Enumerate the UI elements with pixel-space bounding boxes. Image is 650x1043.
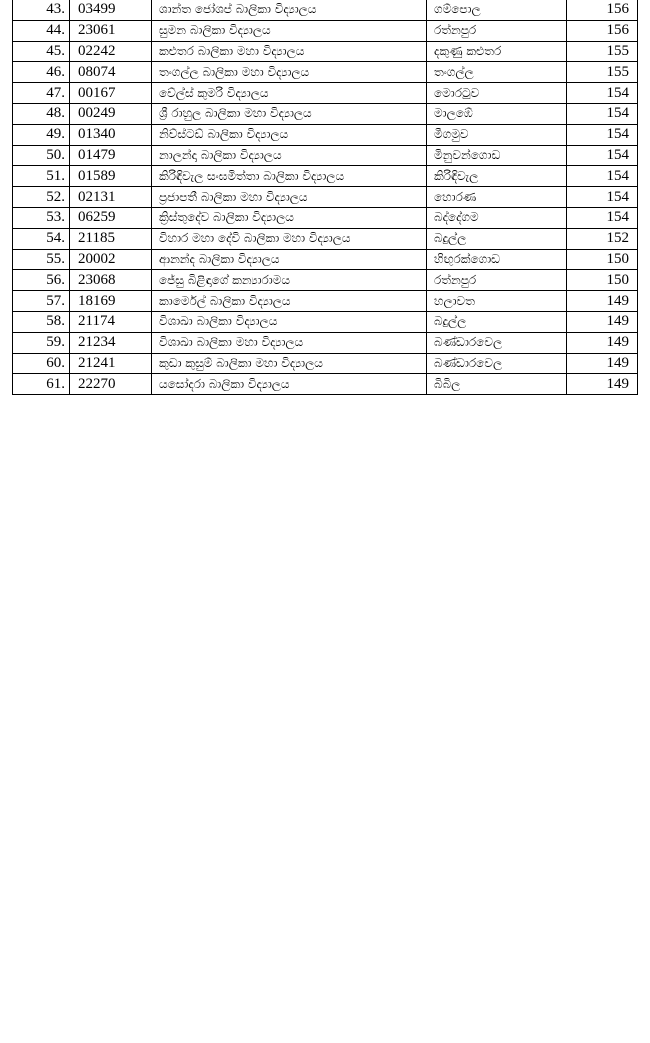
table-row [13,145,638,166]
school-name-cell: කාර්මෙල් බාලිකා විද්‍යාලය [152,291,427,312]
score-cell: 154 [567,103,638,124]
score-cell: 155 [567,62,638,83]
town-cell: හලාවත [427,291,567,312]
table-row [13,270,638,291]
table-row [13,0,638,20]
score-cell: 149 [567,311,638,332]
row-number-cell: 43. [13,0,70,20]
score-cell: 154 [567,124,638,145]
school-code-cell: 01479 [70,145,152,166]
school-code-cell: 23068 [70,270,152,291]
school-name-cell: විහාර මහා දේවි බාලිකා මහා විද්‍යාලය [152,228,427,249]
school-code-cell: 20002 [70,249,152,270]
town-cell: බදුල්ල [427,228,567,249]
town-cell: බද්දේගම [427,207,567,228]
table-row [13,332,638,353]
score-cell: 149 [567,374,638,395]
row-number-cell: 50. [13,145,70,166]
town-cell: ගම්පොල [427,0,567,20]
school-name-cell: විශාඛා බාලිකා මහා විද්‍යාලය [152,332,427,353]
school-name-cell: ජේසු බිළිඳාගේ කන්‍යාරාමය [152,270,427,291]
row-number-cell: 51. [13,166,70,187]
school-code-cell: 01340 [70,124,152,145]
table-row [13,291,638,312]
school-name-cell: විශාඛා බාලිකා විද්‍යාලය [152,311,427,332]
table-row [13,374,638,395]
town-cell: හිඟුරක්ගොඩ [427,249,567,270]
town-cell: හොරණ [427,187,567,208]
school-code-cell: 02242 [70,41,152,62]
score-cell: 154 [567,207,638,228]
school-name-cell: කළුතර බාලිකා මහා විද්‍යාලය [152,41,427,62]
school-name-cell: යසෝදරා බාලිකා විද්‍යාලය [152,374,427,395]
school-name-cell: ශ්‍රී රාහුල බාලිකා මහා විද්‍යාලය [152,103,427,124]
town-cell: බණ්ඩාරවෙල [427,332,567,353]
school-results-table [12,0,638,395]
school-code-cell: 18169 [70,291,152,312]
score-cell: 154 [567,166,638,187]
table-row [13,249,638,270]
table-row [13,207,638,228]
town-cell: මොරටුව [427,83,567,104]
row-number-cell: 44. [13,20,70,41]
school-name-cell: වේල්ස් කුමරි විද්‍යාලය [152,83,427,104]
town-cell: බණ්ඩාරවෙල [427,353,567,374]
school-name-cell: කිරිඳිවැල සංඝමිත්තා බාලිකා විද්‍යාලය [152,166,427,187]
score-cell: 154 [567,145,638,166]
score-cell: 152 [567,228,638,249]
school-code-cell: 01589 [70,166,152,187]
school-code-cell: 21241 [70,353,152,374]
score-cell: 150 [567,270,638,291]
table-row [13,62,638,83]
score-cell: 154 [567,83,638,104]
table-row [13,83,638,104]
school-code-cell: 21185 [70,228,152,249]
row-number-cell: 55. [13,249,70,270]
table-row [13,311,638,332]
score-cell: 149 [567,353,638,374]
table-row [13,166,638,187]
row-number-cell: 60. [13,353,70,374]
school-name-cell: කුඩා කුසුම් බාලිකා මහා විද්‍යාලය [152,353,427,374]
school-name-cell: ප්‍රජාපතී බාලිකා මහා විද්‍යාලය [152,187,427,208]
table-row [13,41,638,62]
school-code-cell: 21174 [70,311,152,332]
row-number-cell: 46. [13,62,70,83]
row-number-cell: 47. [13,83,70,104]
row-number-cell: 45. [13,41,70,62]
table-row [13,20,638,41]
town-cell: රත්නපුර [427,20,567,41]
school-name-cell: නාලන්දා බාලිකා විද්‍යාලය [152,145,427,166]
town-cell: බදුල්ල [427,311,567,332]
row-number-cell: 52. [13,187,70,208]
town-cell: මිනුවන්ගොඩ [427,145,567,166]
table-row [13,187,638,208]
row-number-cell: 57. [13,291,70,312]
school-code-cell: 06259 [70,207,152,228]
school-name-cell: නිව්ස්ටඩ් බාලිකා විද්‍යාලය [152,124,427,145]
school-name-cell: තංගල්ල බාලිකා මහා විද්‍යාලය [152,62,427,83]
school-code-cell: 21234 [70,332,152,353]
row-number-cell: 56. [13,270,70,291]
school-code-cell: 22270 [70,374,152,395]
school-name-cell: සුමන බාලිකා විද්‍යාලය [152,20,427,41]
score-cell: 154 [567,187,638,208]
score-cell: 149 [567,291,638,312]
school-name-cell: ආනන්ද බාලිකා විද්‍යාලය [152,249,427,270]
school-code-cell: 02131 [70,187,152,208]
table-row [13,124,638,145]
row-number-cell: 54. [13,228,70,249]
town-cell: මීගමුව [427,124,567,145]
results-table-body [13,0,638,395]
town-cell: බිබිල [427,374,567,395]
table-row [13,103,638,124]
school-name-cell: ශාන්ත ජෝශප් බාලිකා විද්‍යාලය [152,0,427,20]
score-cell: 156 [567,20,638,41]
table-row [13,353,638,374]
school-code-cell: 23061 [70,20,152,41]
score-cell: 156 [567,0,638,20]
row-number-cell: 61. [13,374,70,395]
school-code-cell: 00249 [70,103,152,124]
row-number-cell: 48. [13,103,70,124]
school-code-cell: 08074 [70,62,152,83]
town-cell: තංගල්ල [427,62,567,83]
school-name-cell: ක්‍රිස්තුදේව බාලිකා විද්‍යාලය [152,207,427,228]
school-code-cell: 03499 [70,0,152,20]
row-number-cell: 58. [13,311,70,332]
row-number-cell: 49. [13,124,70,145]
score-cell: 150 [567,249,638,270]
score-cell: 149 [567,332,638,353]
score-cell: 155 [567,41,638,62]
row-number-cell: 59. [13,332,70,353]
town-cell: මාලඹේ [427,103,567,124]
table-row [13,228,638,249]
town-cell: දකුණු කළුතර [427,41,567,62]
row-number-cell: 53. [13,207,70,228]
town-cell: කිරිඳිවැල [427,166,567,187]
school-code-cell: 00167 [70,83,152,104]
town-cell: රත්නපුර [427,270,567,291]
